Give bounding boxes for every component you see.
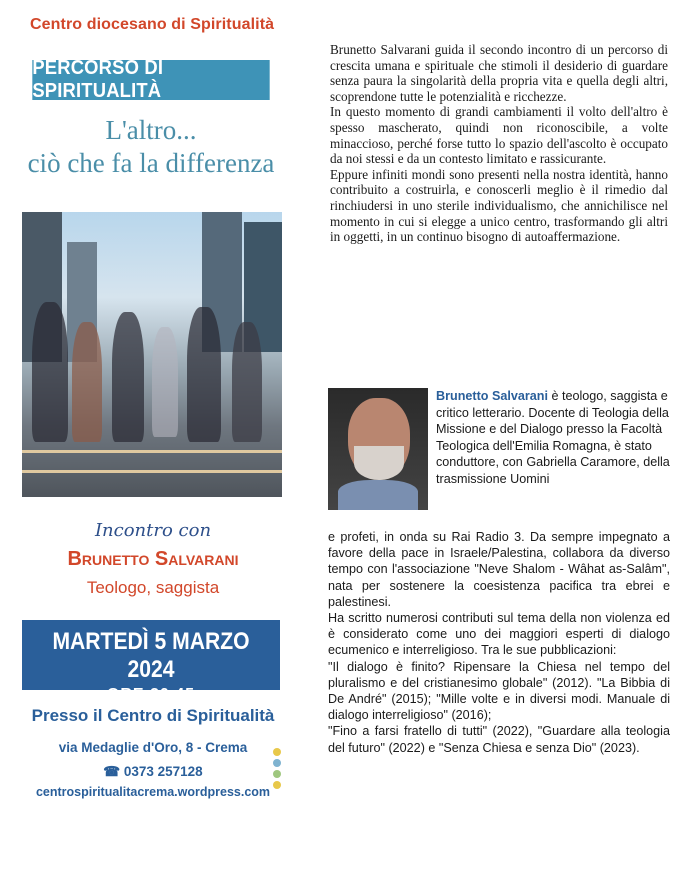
speaker-portrait xyxy=(328,388,428,510)
date-box xyxy=(22,620,280,703)
subtitle-line-2: ciò che fa la differenza xyxy=(27,148,275,178)
intro-paragraph: In questo momento di grandi cambiamenti il volto dell'altro è spesso mascherato, quindi non riconoscibile, a volte minaccioso, perché forse tutto lo spazio dell'ascolto è occupato da noi stessi e da un contesto limitato e rassicurante. xyxy=(330,104,668,167)
speaker-name: Brunetto Salvarani xyxy=(67,548,239,570)
venue: Presso il Centro di Spiritualità xyxy=(31,706,275,725)
address: via Medaglie d'Oro, 8 - Crema xyxy=(58,740,248,755)
intro-paragraph: Eppure infiniti mondi sono presenti nella nostra identità, hanno contribuito a costruirla, e conoscerli meglio è il rimedio dal rinchiudersi in uno sterile individualismo, che annichilisce nel momento in cui si elegge a unico centro, trasformando gli altri in oggetti, in un continuo bisogno di autoaffermazione. xyxy=(330,166,668,245)
crowd-street-photo xyxy=(22,212,282,497)
bio-intro xyxy=(436,388,674,488)
incontro-label: Incontro con xyxy=(94,520,212,541)
organization-name: Centro diocesano di Spiritualità xyxy=(30,16,275,33)
subtitle-line-1: L'altro... xyxy=(105,115,197,145)
series-banner: PERCORSO DI SPIRITUALITÀ xyxy=(32,60,269,100)
bio-paragraph: "Fino a farsi fratello di tutti" (2022), "Guardare alla teologia del futuro" (2022) e "Senza Chiesa e senza Dio" (2023). xyxy=(328,724,670,755)
website-link[interactable]: centrospiritualitacrema.wordpress.com xyxy=(35,785,271,799)
event-date: MARTEDÌ 5 MARZO 2024 xyxy=(52,628,250,683)
intro-text xyxy=(330,42,668,245)
event-flyer xyxy=(0,0,302,876)
bio-paragraph: "Il dialogo è finito? Ripensare la Chiesa nel tempo del pluralismo e del cristianesimo globale" (2012). "La Bibbia di De André" (2015); "Mille volte e in diversi modi. Manuale di dialogo interreligioso" (2016); xyxy=(328,659,670,723)
speaker-role: Teologo, saggista xyxy=(86,578,220,597)
logo-icon xyxy=(272,748,282,792)
event-time: - ORE 20.45 - xyxy=(95,686,207,703)
event-subtitle xyxy=(20,114,282,180)
bio-name: Brunetto Salvarani xyxy=(436,389,548,403)
bio-top-text: è teologo, saggista e critico letterario. Docente di Teologia della Missione e del Dialogo presso la Facoltà Teologica dell'Emilia Romagna, è stato conduttore, con Gabriella Caramore, della trasmissione Uomini xyxy=(436,389,670,486)
phone: ☎ 0373 257128 xyxy=(103,764,203,779)
bio-text xyxy=(328,529,670,756)
bio-paragraph: e profeti, in onda su Rai Radio 3. Da sempre impegnato a favore della pace in Israele/Palestina, collabora da diverso tempo con l'associazione "Neve Shalom - Wâhat as-Salâm", nata per sostenere la coesistenza pacifica tra ebrei e palestinesi. xyxy=(328,530,670,609)
intro-paragraph: Brunetto Salvarani guida il secondo incontro di un percorso di crescita umana e spirituale che stimoli il desiderio di guardare senza paura la singolarità della propria vita e quella degli altri, scoprendone tutte le potenzialità e ricchezze. xyxy=(330,42,668,104)
bio-paragraph: Ha scritto numerosi contributi sul tema della non violenza ed è considerato come uno dei maggiori esperti di dialogo ecumenico e interreligioso. Tra le sue pubblicazioni: xyxy=(328,611,670,658)
